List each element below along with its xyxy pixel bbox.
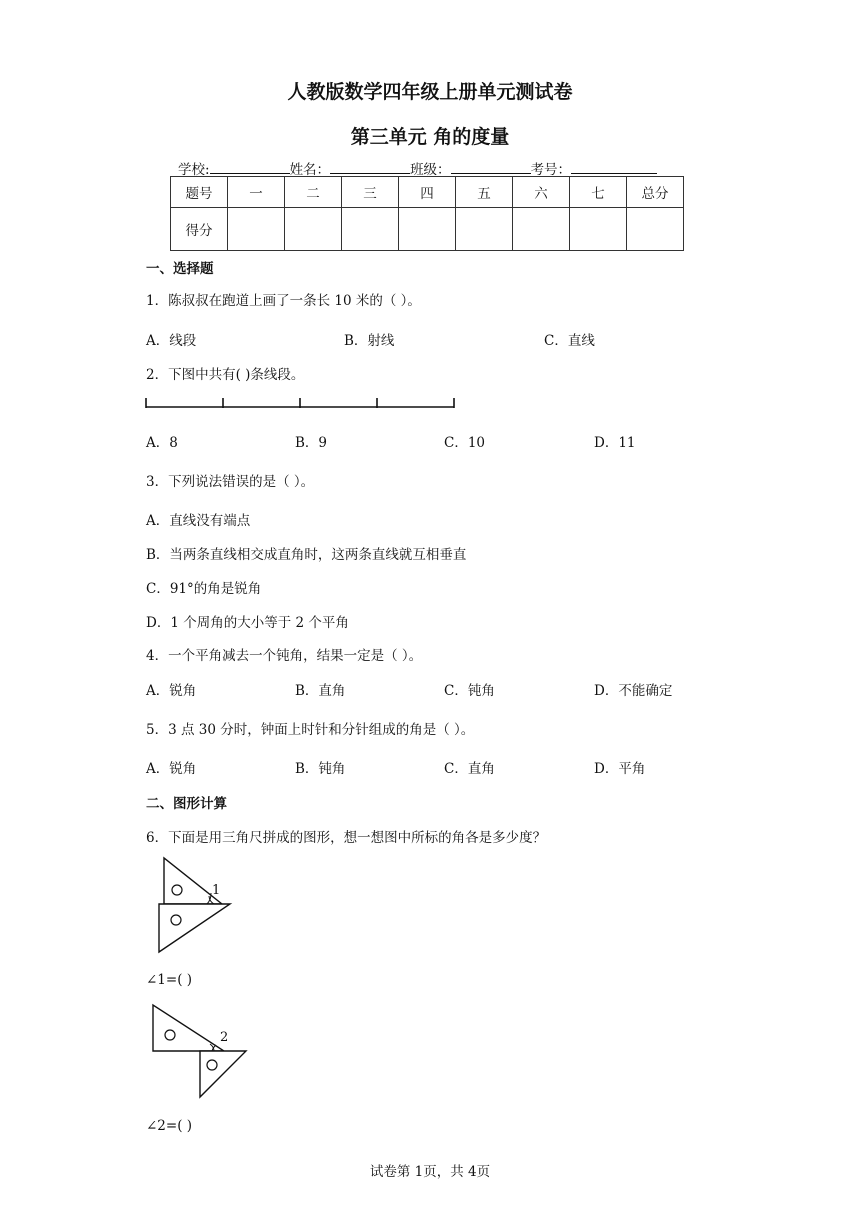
- score-input-cell[interactable]: [285, 208, 342, 251]
- score-input-cell[interactable]: [513, 208, 570, 251]
- section1-heading: 一、选择题: [146, 261, 214, 277]
- score-table-header-row: [171, 177, 684, 208]
- q3-option-a[interactable]: A．直线没有端点: [146, 513, 251, 529]
- q3-option-c[interactable]: C．91°的角是锐角: [146, 581, 262, 597]
- q5-option-c[interactable]: C．直角: [444, 761, 495, 777]
- q2-option-a[interactable]: A．8: [146, 435, 178, 451]
- exam-title: 人教版数学四年级上册单元测试卷: [287, 81, 573, 103]
- q4-option-c[interactable]: C．钝角: [444, 683, 495, 699]
- angle-2-label: 2: [220, 1030, 229, 1045]
- score-header-cell: 一: [228, 177, 285, 208]
- angle-1-label: 1: [212, 883, 221, 898]
- question-1: 1．陈叔叔在跑道上画了一条长 10 米的（ ）。: [146, 293, 421, 309]
- q5-option-d[interactable]: D．平角: [594, 761, 646, 777]
- exam-no-label: 考号：: [530, 162, 572, 178]
- q1-option-b[interactable]: B．射线: [344, 333, 395, 349]
- score-header-cell: 四: [399, 177, 456, 208]
- set-square-figure-1: [150, 852, 240, 958]
- q3-option-b[interactable]: B．当两条直线相交成直角时，这两条直线就互相垂直: [146, 547, 467, 563]
- score-input-cell[interactable]: [456, 208, 513, 251]
- q2-option-b[interactable]: B．9: [295, 435, 328, 451]
- set-square-figure-2: [148, 1001, 252, 1105]
- class-blank[interactable]: [451, 160, 531, 174]
- question-6: 6．下面是用三角尺拼成的图形，想一想图中所标的角各是多少度？: [146, 830, 547, 846]
- score-header-cell: 三: [342, 177, 399, 208]
- score-input-cell[interactable]: [228, 208, 285, 251]
- score-header-cell: 总分: [627, 177, 684, 208]
- question-2: 2．下图中共有( )条线段。: [146, 367, 305, 383]
- angle-2-answer[interactable]: ∠2=( ): [146, 1118, 193, 1134]
- q2-option-d[interactable]: D．11: [594, 435, 636, 451]
- q2-option-c[interactable]: C．10: [444, 435, 486, 451]
- question-3: 3．下列说法错误的是（ ）。: [146, 474, 315, 490]
- student-info-line: [178, 158, 657, 178]
- score-table-score-row: [171, 208, 684, 251]
- exam-subtitle: 第三单元 角的度量: [350, 126, 510, 148]
- q4-option-d[interactable]: D．不能确定: [594, 683, 673, 699]
- name-label: 姓名：: [289, 162, 331, 178]
- score-header-cell: 五: [456, 177, 513, 208]
- score-input-cell[interactable]: [570, 208, 627, 251]
- score-header-cell: 六: [513, 177, 570, 208]
- angle-1-answer[interactable]: ∠1=( ): [146, 972, 193, 988]
- score-table: [170, 176, 684, 251]
- section2-heading: 二、图形计算: [146, 796, 227, 812]
- score-header-cell: 二: [285, 177, 342, 208]
- q3-option-d[interactable]: D．1 个周角的大小等于 2 个平角: [146, 615, 349, 631]
- school-label: 学校:: [178, 162, 210, 178]
- question-5: 5．3 点 30 分时，钟面上时针和分针组成的角是（ ）。: [146, 722, 475, 738]
- q4-option-b[interactable]: B．直角: [295, 683, 346, 699]
- q5-option-a[interactable]: A．锐角: [146, 761, 197, 777]
- page-footer: 试卷第 1页，共 4页: [369, 1164, 491, 1180]
- class-label: 班级：: [410, 162, 451, 178]
- score-header-cell: 题号: [171, 177, 228, 208]
- exam-no-blank[interactable]: [571, 160, 657, 174]
- q1-option-c[interactable]: C．直线: [544, 333, 595, 349]
- score-input-cell[interactable]: [399, 208, 456, 251]
- score-input-cell[interactable]: [627, 208, 684, 251]
- score-header-cell: 七: [570, 177, 627, 208]
- q4-option-a[interactable]: A．锐角: [146, 683, 197, 699]
- school-blank[interactable]: [210, 160, 290, 174]
- score-row-label: 得分: [171, 208, 228, 251]
- q1-option-a[interactable]: A．线段: [146, 333, 197, 349]
- segment-figure: [143, 394, 459, 412]
- name-blank[interactable]: [330, 160, 410, 174]
- question-4: 4．一个平角减去一个钝角，结果一定是（ ）。: [146, 648, 423, 664]
- q5-option-b[interactable]: B．钝角: [295, 761, 346, 777]
- score-input-cell[interactable]: [342, 208, 399, 251]
